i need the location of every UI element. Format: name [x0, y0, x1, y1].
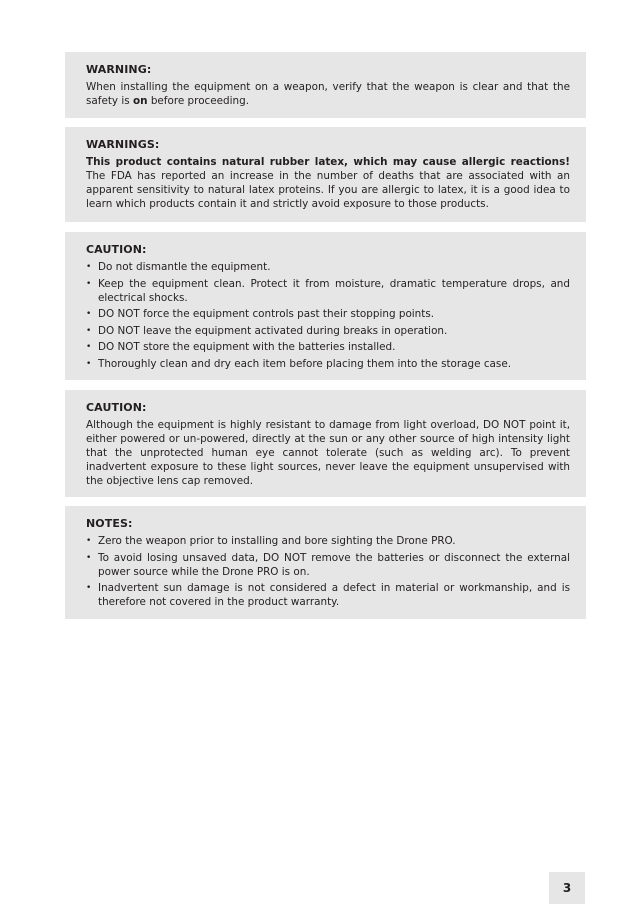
- notes-list: [86, 534, 570, 609]
- caution-list: [86, 260, 570, 371]
- list-item: • To avoid losing unsaved data, DO NOT remove the batteries or disconnect the external power source while the Drone PRO is on.: [86, 551, 570, 579]
- list-item: • DO NOT force the equipment controls past their stopping points.: [86, 307, 570, 321]
- warning-box: [65, 52, 586, 118]
- warning-emphasis: on: [132, 95, 148, 107]
- caution-heading: CAUTION:: [86, 401, 147, 414]
- warning-text: When installing the equipment on a weapon, verify that the weapon is clear and that the safety is on before proceeding.: [86, 81, 570, 107]
- warnings-heading: WARNINGS:: [86, 138, 160, 151]
- list-item: • Do not dismantle the equipment.: [86, 260, 570, 274]
- list-item: • DO NOT leave the equipment activated during breaks in operation.: [86, 324, 570, 338]
- list-item: • Zero the weapon prior to installing and bore sighting the Drone PRO.: [86, 534, 570, 548]
- list-item: • Thoroughly clean and dry each item before placing them into the storage case.: [86, 357, 570, 371]
- caution-text: Although the equipment is highly resistant to damage from light overload, DO NOT point it, either powered or un-powered, directly at the sun or any other source of high intensity light that the unprotected human eye cannot tolerate (such as welding arc). To prevent inadvertent exposure to these light sources, never leave the equipment unsupervised with the objective lens cap removed.: [86, 419, 570, 487]
- latex-warning: This product contains natural rubber latex, which may cause allergic reactions!: [86, 156, 570, 168]
- notes-heading: NOTES:: [86, 517, 133, 530]
- list-item: • DO NOT store the equipment with the batteries installed.: [86, 340, 570, 354]
- warnings-box: [65, 127, 586, 222]
- list-item: • Keep the equipment clean. Protect it from moisture, dramatic temperature drops, and electrical shocks.: [86, 277, 570, 305]
- list-item: • Inadvertent sun damage is not considered a defect in material or workmanship, and is therefore not covered in the product warranty.: [86, 581, 570, 609]
- caution-list-box: [65, 232, 586, 380]
- page-number: 3: [549, 872, 585, 904]
- warning-heading: WARNING:: [86, 63, 152, 76]
- caution-heading: CAUTION:: [86, 243, 147, 256]
- caution-sun-box: [65, 390, 586, 497]
- notes-box: [65, 506, 586, 619]
- warnings-text: This product contains natural rubber latex, which may cause allergic reactions! The FDA has reported an increase in the number of deaths that are associated with an apparent sensitivity to natural latex proteins. If you are allergic to latex, it is a good idea to learn which products contain it and strictly avoid exposure to those products.: [86, 156, 570, 210]
